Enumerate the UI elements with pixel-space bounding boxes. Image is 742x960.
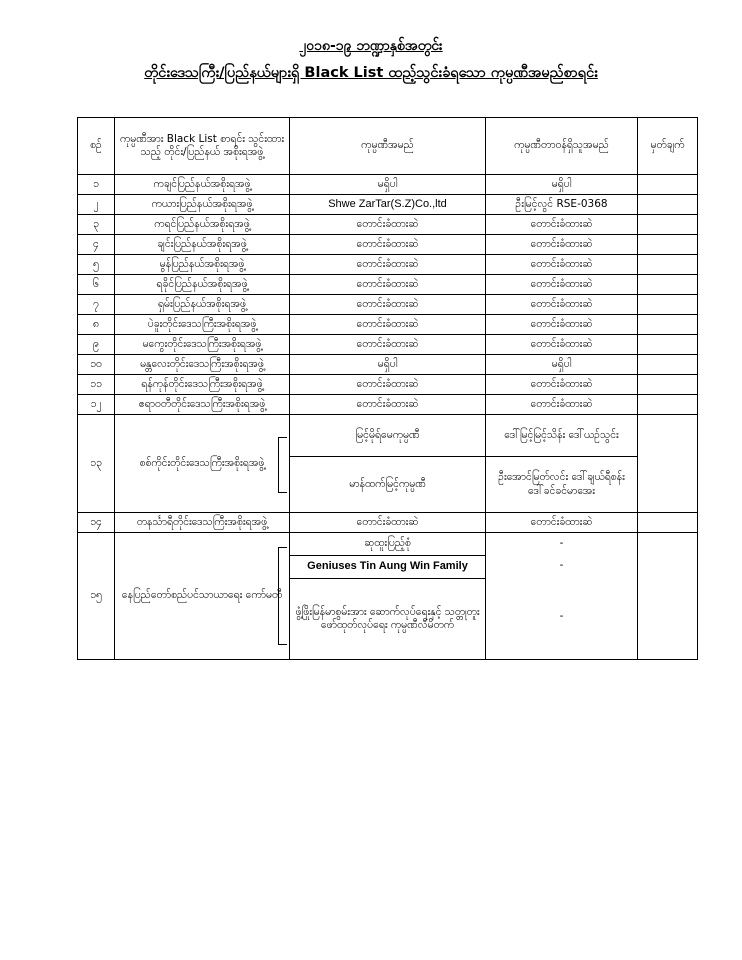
cell-remark: [638, 315, 698, 335]
cell-region: ရန်ကုန်တိုင်းဒေသကြီးအစိုးရအဖွဲ့: [115, 375, 290, 395]
blacklist-table: [77, 117, 698, 660]
table-row: [78, 315, 698, 335]
cell-company: တောင်းခံထားဆဲ: [290, 295, 486, 315]
cell-region: ရှမ်းပြည်နယ်အစိုးရအဖွဲ့: [115, 295, 290, 315]
cell-owner: တောင်းခံထားဆဲ: [486, 395, 638, 415]
table-row-grouped: [78, 415, 698, 513]
cell-company: ဆုထူးပြည့်စုံ: [290, 533, 485, 556]
group-bracket: [278, 437, 287, 493]
cell-region: ကချင်ပြည်နယ်အစိုးရအဖွဲ့: [115, 175, 290, 195]
cell-region: မွန်ပြည်နယ်အစိုးရအဖွဲ့: [115, 255, 290, 275]
cell-company-group: [290, 415, 486, 513]
cell-no: ၁: [78, 175, 115, 195]
cell-owner: တောင်းခံထားဆဲ: [486, 315, 638, 335]
cell-region-text: နေပြည်တော်စည်ပင်သာယာရေး ကော်မတီ: [121, 589, 283, 602]
cell-company: မာန်ထက်မြင့်ကုမ္ပဏီ: [349, 477, 426, 490]
cell-remark: [638, 275, 698, 295]
cell-owner: တောင်းခံထားဆဲ: [486, 235, 638, 255]
cell-remark: [638, 215, 698, 235]
table-header-row: [78, 118, 698, 175]
table-row: [78, 195, 698, 215]
cell-company: တောင်းခံထားဆဲ: [290, 215, 486, 235]
cell-no: ၁၃: [78, 415, 115, 513]
cell-owner: ဦးအောင်မြတ်လင်း ဒေါ်ချယ်ရီစန်း ဒေါ်ခင်ခင်မာအေး: [498, 471, 625, 497]
table-row: [78, 255, 698, 275]
cell-region: [115, 415, 290, 513]
cell-remark: [638, 355, 698, 375]
cell-remark: [638, 255, 698, 275]
cell-region: ဧရာဝတီတိုင်းဒေသကြီးအစိုးရအဖွဲ့: [115, 395, 290, 415]
cell-owner: တောင်းခံထားဆဲ: [486, 375, 638, 395]
cell-remark: [638, 415, 698, 513]
cell-owner-group: [486, 533, 638, 660]
table-row: [78, 513, 698, 533]
cell-no: ၁၁: [78, 375, 115, 395]
table-row: [78, 215, 698, 235]
cell-remark: [638, 295, 698, 315]
cell-no: ၄: [78, 235, 115, 255]
cell-owner: တောင်းခံထားဆဲ: [486, 513, 638, 533]
cell-region: [115, 533, 290, 660]
cell-owner: တောင်းခံထားဆဲ: [486, 295, 638, 315]
cell-company: တောင်းခံထားဆဲ: [290, 235, 486, 255]
cell-remark: [638, 175, 698, 195]
cell-region: တနင်္သာရီတိုင်းဒေသကြီးအစိုးရအဖွဲ့: [115, 513, 290, 533]
cell-owner-group: [486, 415, 638, 513]
table-row: [78, 275, 698, 295]
cell-company: ဖွံ့ဖြိုးမြန်မာစွမ်းအား ဆောက်လုပ်ရေးနှင့် သတ္တုတူးဖော်ထုတ်လုပ်ရေး ကုမ္ပဏီလီမိတက်: [295, 605, 480, 631]
cell-no: ၅: [78, 255, 115, 275]
cell-no: ၆: [78, 275, 115, 295]
cell-company: မြင့်မိုရ်မေကုမ္ပဏီ: [290, 415, 485, 457]
cell-company: မရှိပါ: [290, 175, 486, 195]
cell-owner: မရှိပါ: [486, 355, 638, 375]
header-owner: ကုမ္ပဏီတာဝန်ရှိသူအမည်: [486, 118, 638, 175]
cell-no: ၈: [78, 315, 115, 335]
table-row: [78, 175, 698, 195]
cell-remark: [638, 375, 698, 395]
cell-region: ကရင်ပြည်နယ်အစိုးရအဖွဲ့: [115, 215, 290, 235]
cell-region-text: စစ်ကိုင်းတိုင်းဒေသကြီးအစိုးရအဖွဲ့: [139, 456, 265, 469]
cell-owner: -: [559, 559, 564, 572]
cell-region: ချင်းပြည်နယ်အစိုးရအဖွဲ့: [115, 235, 290, 255]
cell-company: Geniuses Tin Aung Win Family: [290, 556, 485, 579]
header-region: ကုမ္ပဏီအား Black List စာရင်း သွင်းထားသည့် တိုင်း/ပြည်နယ် အစိုးရအဖွဲ့: [115, 118, 290, 175]
table-row: [78, 235, 698, 255]
cell-company: မရှိပါ: [290, 355, 486, 375]
cell-company: တောင်းခံထားဆဲ: [290, 513, 486, 533]
cell-owner: မရှိပါ: [486, 175, 638, 195]
cell-region: ရခိုင်ပြည်နယ်အစိုးရအဖွဲ့: [115, 275, 290, 295]
group-bracket: [278, 547, 287, 645]
cell-no: ၁၀: [78, 355, 115, 375]
cell-remark: [638, 533, 698, 660]
cell-region: ကယားပြည်နယ်အစိုးရအဖွဲ့: [115, 195, 290, 215]
cell-remark: [638, 195, 698, 215]
cell-company: တောင်းခံထားဆဲ: [290, 275, 486, 295]
cell-region: မကွေးတိုင်းဒေသကြီးအစိုးရအဖွဲ့: [115, 335, 290, 355]
cell-remark: [638, 513, 698, 533]
cell-company: တောင်းခံထားဆဲ: [290, 375, 486, 395]
cell-no: ၁၂: [78, 395, 115, 415]
table-row: [78, 375, 698, 395]
cell-no: ၉: [78, 335, 115, 355]
cell-owner: တောင်းခံထားဆဲ: [486, 335, 638, 355]
cell-owner: ဦးမြင့်လွင် RSE-0368: [486, 195, 638, 215]
cell-owner: တောင်းခံထားဆဲ: [486, 255, 638, 275]
cell-remark: [638, 395, 698, 415]
cell-owner: -: [559, 537, 564, 550]
cell-company: တောင်းခံထားဆဲ: [290, 395, 486, 415]
cell-no: ၁၅: [78, 533, 115, 660]
cell-company: တောင်းခံထားဆဲ: [290, 315, 486, 335]
cell-owner: ဒေါ်မြင့်မြင့်သိန်း ဒေါ်ယဉ်သွင်း: [486, 415, 637, 457]
cell-remark: [638, 235, 698, 255]
cell-no: ၁၄: [78, 513, 115, 533]
header-no: စဉ်: [78, 118, 115, 175]
cell-region: မန္တလေးတိုင်းဒေသကြီးအစိုးရအဖွဲ့: [115, 355, 290, 375]
table-row: [78, 295, 698, 315]
cell-company: တောင်းခံထားဆဲ: [290, 255, 486, 275]
cell-owner: -: [559, 610, 564, 623]
page-title: ၂၀၁၈-၁၉ ဘဏ္ဍာနှစ်အတွင်း: [299, 38, 443, 54]
cell-company: တောင်းခံထားဆဲ: [290, 335, 486, 355]
table-row: [78, 335, 698, 355]
cell-no: ၃: [78, 215, 115, 235]
cell-no: ၇: [78, 295, 115, 315]
cell-company-group: [290, 533, 486, 660]
cell-region: ပဲခူးတိုင်းဒေသကြီးအစိုးရအဖွဲ့: [115, 315, 290, 335]
table-row-grouped: [78, 533, 698, 660]
page-subtitle: တိုင်းဒေသကြီး/ပြည်နယ်များရှိ Black List ထည့်သွင်းခံရသော ကုမ္ပဏီအမည်စာရင်း: [144, 65, 598, 81]
cell-owner: တောင်းခံထားဆဲ: [486, 215, 638, 235]
cell-company: Shwe ZarTar(S.Z)Co.,ltd: [290, 195, 486, 215]
table-row: [78, 395, 698, 415]
cell-owner: တောင်းခံထားဆဲ: [486, 275, 638, 295]
header-company: ကုမ္ပဏီအမည်: [290, 118, 486, 175]
header-remark: မှတ်ချက်: [638, 118, 698, 175]
table-row: [78, 355, 698, 375]
cell-no: ၂: [78, 195, 115, 215]
cell-remark: [638, 335, 698, 355]
